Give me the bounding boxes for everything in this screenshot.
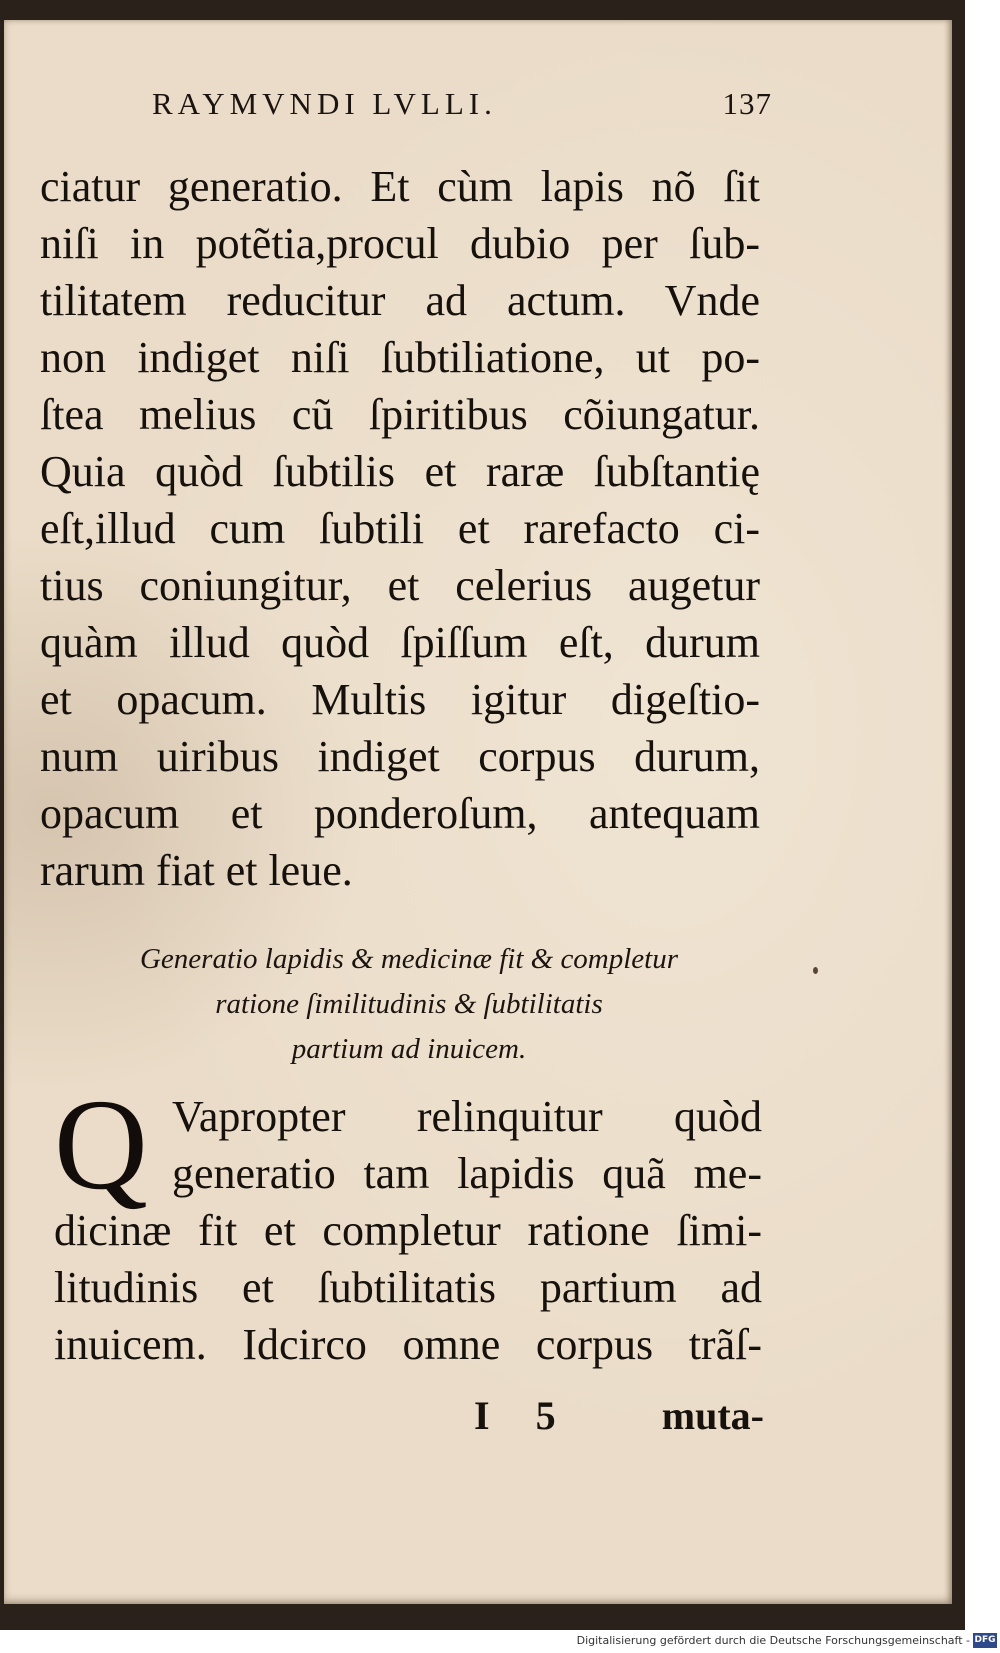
text-line: num uiribus indiget corpus durum,	[40, 732, 760, 781]
heading-line: ratione ſimilitudinis & ſubtilitatis	[215, 988, 603, 1020]
section-heading	[64, 937, 754, 1072]
text-line: dicinæ fit et completur ratione ſimi-	[54, 1206, 762, 1255]
text-line: litudinis et ſubtilitatis partium ad	[54, 1263, 762, 1312]
heading-line: partium ad inuicem.	[291, 1033, 527, 1065]
text-line: ſtea melius cũ ſpiritibus cõiungatur.	[40, 390, 760, 439]
page-number: 137	[722, 86, 772, 121]
dfg-logo[interactable]: DFG	[973, 1633, 997, 1648]
text-line: et opacum. Multis igitur digeſtio-	[40, 675, 760, 724]
body-paragraph	[40, 158, 760, 899]
catchline	[474, 1392, 764, 1442]
running-head	[152, 86, 772, 130]
signature-mark: I 5	[474, 1393, 574, 1438]
text-line: niſi in potẽtia,procul dubio per ſub-	[40, 219, 760, 268]
text-line: rarum fiat et leue.	[40, 846, 353, 895]
text-line: non indiget niſi ſubtiliatione, ut po-	[40, 333, 760, 382]
text-line: Vapropter relinquitur quòd	[172, 1092, 762, 1141]
text-line: inuicem. Idcirco omne corpus trãſ-	[54, 1320, 762, 1369]
catchword: muta-	[661, 1393, 764, 1438]
section-paragraph	[54, 1073, 762, 1373]
book-page	[4, 20, 952, 1604]
text-line: eſt,illud cum ſubtili et rarefacto ci-	[40, 504, 760, 553]
drop-cap: Q	[54, 1073, 148, 1217]
text-line: tius coniungitur, et celerius augetur	[40, 561, 760, 610]
text-line: tilitatem reducitur ad actum. Vnde	[40, 276, 760, 325]
text-line: quàm illud quòd ſpiſſum eſt, durum	[40, 618, 760, 667]
footer-bar	[0, 1630, 1000, 1653]
paper-speck	[813, 967, 818, 974]
funding-credit: Digitalisierung gefördert durch die Deutsche Forschungsgemeinschaft -	[576, 1634, 970, 1647]
text-line: ciatur generatio. Et cùm lapis nõ ſit	[40, 162, 760, 211]
text-line: Quia quòd ſubtilis et raræ ſubſtantię	[40, 447, 760, 496]
text-line: generatio tam lapidis quã me-	[172, 1149, 762, 1198]
running-head-title: RAYMVNDI LVLLI.	[152, 86, 497, 121]
text-line: opacum et ponderoſum, antequam	[40, 789, 760, 838]
heading-line: Generatio lapidis & medicinæ fit & completur	[139, 943, 679, 975]
